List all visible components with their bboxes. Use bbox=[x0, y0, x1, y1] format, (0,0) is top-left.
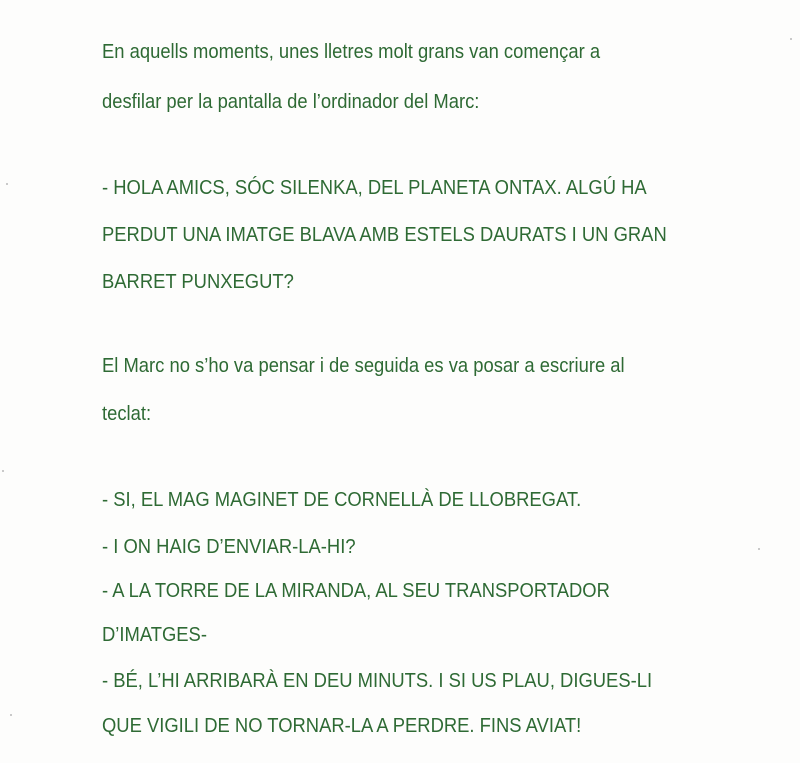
silenka-line-1: - HOLA AMICS, SÓC SILENKA, DEL PLANETA ONTAX. ALGÚ HA bbox=[102, 177, 647, 199]
marc-line-2: teclat: bbox=[102, 403, 152, 425]
paper-speck bbox=[758, 548, 760, 550]
dialogue-line-5: - BÉ, L’HI ARRIBARÀ EN DEU MINUTS. I SI US PLAU, DIGUES-LI bbox=[102, 670, 653, 692]
paper-speck bbox=[2, 470, 4, 472]
dialogue-line-1: - SI, EL MAG MAGINET DE CORNELLÀ DE LLOBREGAT. bbox=[102, 489, 582, 511]
silenka-line-3: BARRET PUNXEGUT? bbox=[102, 271, 294, 293]
intro-line-2: desfilar per la pantalla de l’ordinador del Marc: bbox=[102, 91, 480, 113]
paper-speck bbox=[6, 183, 8, 185]
intro-line-1: En aquells moments, unes lletres molt grans van començar a bbox=[102, 41, 601, 63]
marc-line-1: El Marc no s’ho va pensar i de seguida es va posar a escriure al bbox=[102, 355, 625, 377]
dialogue-line-2: - I ON HAIG D’ENVIAR-LA-HI? bbox=[102, 536, 356, 558]
dialogue-line-4: D’IMATGES- bbox=[102, 624, 207, 646]
dialogue-line-6: QUE VIGILI DE NO TORNAR-LA A PERDRE. FINS AVIAT! bbox=[102, 715, 582, 737]
paper-speck bbox=[10, 714, 12, 716]
paper-speck bbox=[790, 38, 792, 40]
dialogue-line-3: - A LA TORRE DE LA MIRANDA, AL SEU TRANSPORTADOR bbox=[102, 580, 610, 602]
silenka-line-2: PERDUT UNA IMATGE BLAVA AMB ESTELS DAURATS I UN GRAN bbox=[102, 224, 667, 246]
